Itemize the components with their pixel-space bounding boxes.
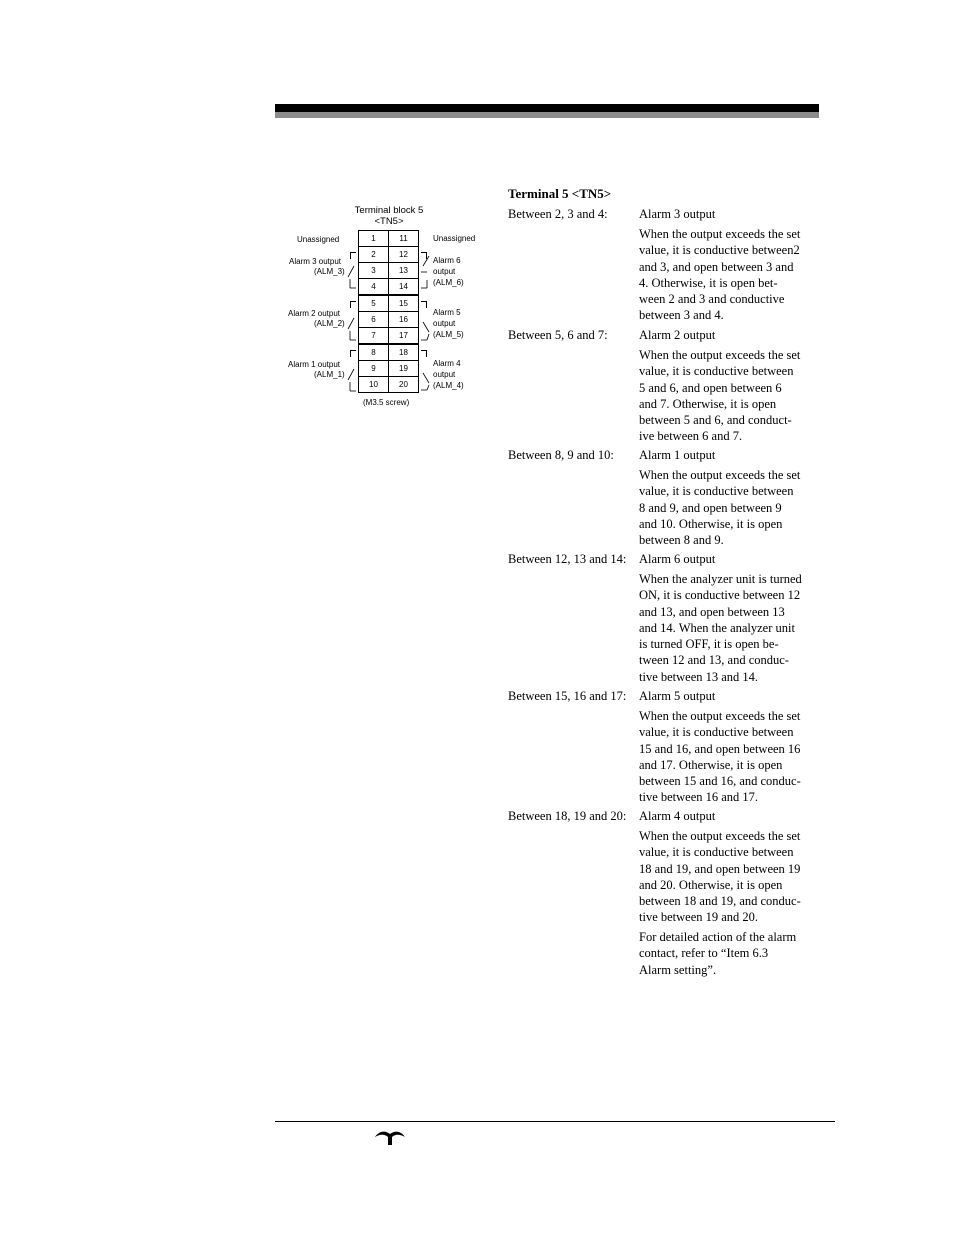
entry-description: [639, 226, 811, 324]
description-line: and 20. Otherwise, it is open: [639, 877, 783, 892]
description-line: ON, it is conductive between 12: [639, 588, 801, 603]
left-unassigned-label: Unassigned: [297, 235, 340, 244]
description-line: value, it is conductive between: [639, 484, 794, 499]
description-line: value, it is conductive between: [639, 364, 794, 379]
description-line: and 14. When the analyzer unit: [639, 620, 795, 635]
alarm2-label: Alarm 2 output: [288, 309, 341, 318]
terminal-number: 7: [359, 328, 389, 345]
terminal-number: 6: [359, 312, 389, 328]
description-line: When the output exceeds the set: [639, 348, 801, 362]
terminal-number: 4: [359, 279, 389, 296]
description-line: value, it is conductive between: [639, 845, 794, 860]
terminal-number: 11: [389, 231, 419, 247]
alarm6-label: Alarm 6: [433, 256, 461, 265]
terminal-number: 18: [389, 344, 419, 361]
entry-description: [639, 347, 811, 445]
terminal-number: 10: [359, 377, 389, 393]
terminal-number: 2: [359, 247, 389, 263]
terminal-range: Between 18, 19 and 20:: [508, 809, 627, 823]
description-line: When the output exceeds the set: [639, 709, 801, 723]
alarm2-code: (ALM_2): [314, 319, 345, 328]
description-line: When the output exceeds the set: [639, 468, 801, 482]
alarm4-code: (ALM_4): [433, 381, 464, 390]
alarm4-label: Alarm 4: [433, 359, 461, 368]
description-line: When the output exceeds the set: [639, 829, 801, 843]
description-line: When the output exceeds the set: [639, 227, 801, 241]
description-line: value, it is conductive between2: [639, 243, 800, 258]
description-line: value, it is conductive between: [639, 725, 794, 740]
description-line: between 18 and 19, and conduc-: [639, 894, 801, 909]
description-line: 4. Otherwise, it is open bet-: [639, 275, 778, 290]
description-line: ive between 6 and 7.: [639, 429, 743, 444]
right-unassigned-label: Unassigned: [433, 234, 476, 243]
terminal-number: 9: [359, 361, 389, 377]
description-line: tween 12 and 13, and conduc-: [639, 653, 789, 668]
terminal-range: Between 5, 6 and 7:: [508, 328, 608, 342]
contact-switch-lines: [280, 200, 490, 415]
screw-note: (M3.5 screw): [363, 398, 410, 407]
description-line: between 8 and 9.: [639, 533, 724, 548]
alarm-output-label: Alarm 4 output: [639, 809, 716, 823]
description-line: and 10. Otherwise, it is open: [639, 516, 783, 531]
alarm-output-label: Alarm 1 output: [639, 448, 716, 462]
terminal-range: Between 12, 13 and 14:: [508, 552, 627, 566]
entry-description: [639, 828, 811, 926]
note-line: Alarm setting”.: [639, 962, 717, 977]
description-line: ween 2 and 3 and conductive: [639, 292, 785, 307]
description-line: and 13, and open between 13: [639, 604, 785, 619]
description-line: between 15 and 16, and conduc-: [639, 774, 801, 789]
terminal-number: 14: [389, 279, 419, 296]
alarm5-code: (ALM_5): [433, 330, 464, 339]
description-line: When the analyzer unit is turned: [639, 572, 802, 586]
description-line: between 5 and 6, and conduct-: [639, 413, 792, 428]
terminal-number: 16: [389, 312, 419, 328]
alarm-output-label: Alarm 5 output: [639, 689, 716, 703]
terminal-number: 20: [389, 377, 419, 393]
entry-description: [639, 467, 811, 548]
alarm5-output: output: [433, 319, 456, 328]
terminal-number: 17: [389, 328, 419, 345]
alarm-output-label: Alarm 2 output: [639, 328, 716, 342]
entry-description: [639, 571, 811, 685]
description-line: 18 and 19, and open between 19: [639, 861, 801, 876]
note-line: For detailed action of the alarm: [639, 930, 797, 944]
terminal-number: 8: [359, 344, 389, 361]
description-line: is turned OFF, it is open be-: [639, 637, 779, 652]
teledyne-logo-icon: [373, 1128, 407, 1148]
description-line: 8 and 9, and open between 9: [639, 500, 782, 515]
alarm4-output: output: [433, 370, 456, 379]
alarm1-label: Alarm 1 output: [288, 360, 341, 369]
footer-rule: [275, 1121, 835, 1122]
alarm6-output: output: [433, 267, 456, 276]
terminal-number: 19: [389, 361, 419, 377]
section-title: Terminal 5 <TN5>: [508, 186, 612, 201]
alarm3-label: Alarm 3 output: [289, 257, 342, 266]
alarm3-code: (ALM_3): [314, 267, 345, 276]
terminal-number: 13: [389, 263, 419, 279]
alarm6-code: (ALM_6): [433, 278, 464, 287]
description-line: tive between 19 and 20.: [639, 910, 759, 925]
diagram-subtitle: <TN5>: [374, 216, 404, 227]
alarm-output-label: Alarm 3 output: [639, 207, 716, 221]
entry-description: [639, 708, 811, 806]
alarm-reference-note: [639, 929, 796, 978]
alarm5-label: Alarm 5: [433, 308, 461, 317]
description-line: tive between 16 and 17.: [639, 790, 759, 805]
terminal-number: 12: [389, 247, 419, 263]
terminal-number: 15: [389, 295, 419, 312]
header-rule-gray: [275, 112, 819, 118]
description-line: 15 and 16, and open between 16: [639, 741, 801, 756]
terminal-number: 1: [359, 231, 389, 247]
description-line: and 17. Otherwise, it is open: [639, 757, 783, 772]
terminal-number: 3: [359, 263, 389, 279]
description-line: 5 and 6, and open between 6: [639, 380, 782, 395]
alarm-output-label: Alarm 6 output: [639, 552, 716, 566]
diagram-title: Terminal block 5: [354, 205, 424, 216]
terminal-range: Between 8, 9 and 10:: [508, 448, 614, 462]
terminal-number: 5: [359, 295, 389, 312]
terminal-block-diagram: [280, 200, 490, 415]
note-line: contact, refer to “Item 6.3: [639, 946, 769, 961]
terminal-range: Between 15, 16 and 17:: [508, 689, 627, 703]
description-line: and 7. Otherwise, it is open: [639, 396, 777, 411]
description-line: tive between 13 and 14.: [639, 669, 759, 684]
terminal-range: Between 2, 3 and 4:: [508, 207, 608, 221]
header-rule-black: [275, 104, 819, 112]
description-line: between 3 and 4.: [639, 308, 724, 323]
description-line: and 3, and open between 3 and: [639, 259, 794, 274]
alarm1-code: (ALM_1): [314, 370, 345, 379]
